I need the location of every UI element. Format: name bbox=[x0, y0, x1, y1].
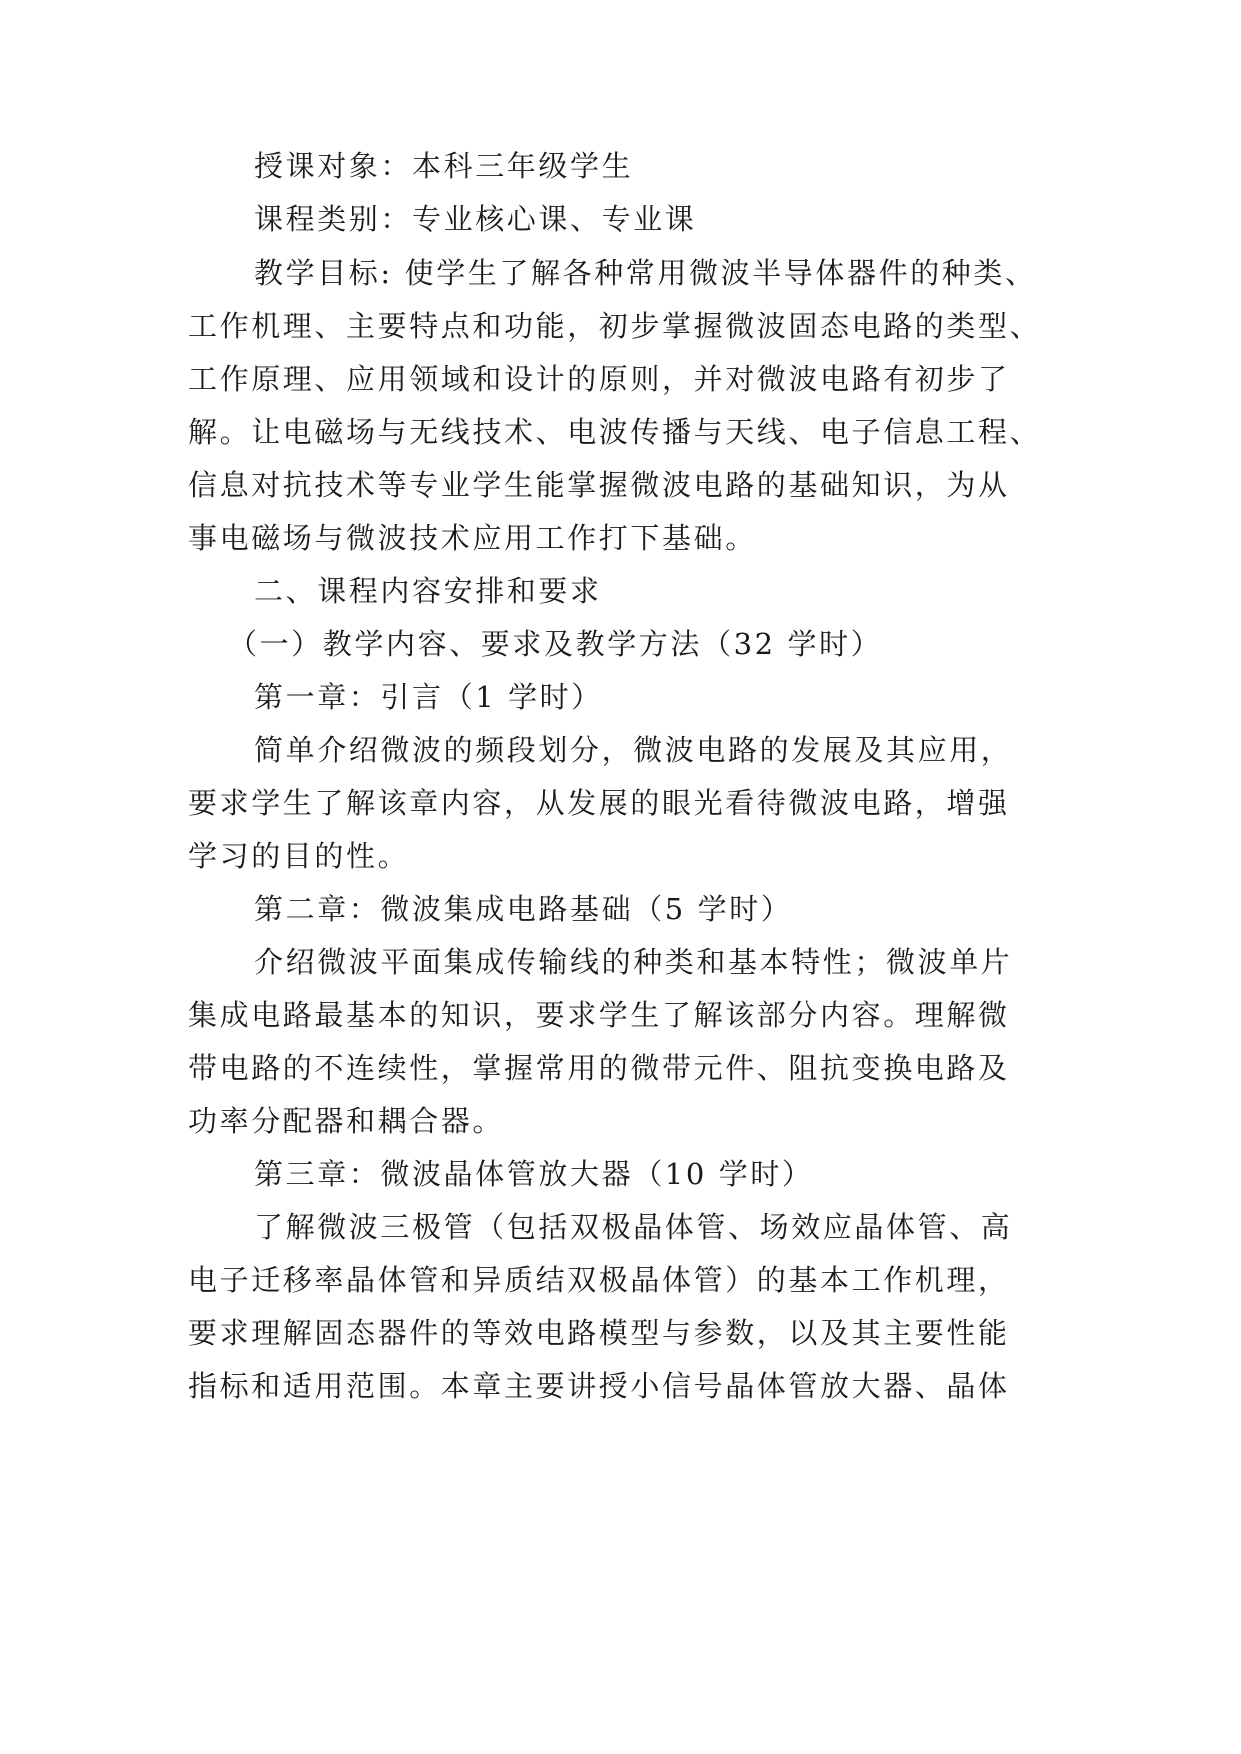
section-heading: 二、课程内容安排和要求 bbox=[254, 574, 602, 608]
paragraph-line: 解。让电磁场与无线技术、电波传播与天线、电子信息工程、 bbox=[188, 415, 1042, 449]
course-audience-line: 授课对象：本科三年级学生 bbox=[254, 149, 634, 183]
paragraph-line: 要求理解固态器件的等效电路模型与参数，以及其主要性能 bbox=[188, 1316, 1010, 1350]
paragraph-line: 工作原理、应用领域和设计的原则，并对微波电路有初步了 bbox=[188, 362, 1010, 396]
paragraph-line: 了解微波三极管（包括双极晶体管、场效应晶体管、高 bbox=[254, 1210, 1013, 1244]
subsection-heading: （一）教学内容、要求及教学方法（32 学时） bbox=[228, 627, 883, 661]
teaching-goal-line: 教学目标: 使学生了解各种常用微波半导体器件的种类、 bbox=[254, 256, 1037, 290]
chapter-1-heading: 第一章：引言（1 学时） bbox=[254, 680, 603, 714]
paragraph-line: 信息对抗技术等专业学生能掌握微波电路的基础知识，为从 bbox=[188, 468, 1010, 502]
paragraph-line: 指标和适用范围。本章主要讲授小信号晶体管放大器、晶体 bbox=[188, 1369, 1010, 1403]
paragraph-line: 要求学生了解该章内容，从发展的眼光看待微波电路，增强 bbox=[188, 786, 1010, 820]
paragraph-line: 电子迁移率晶体管和异质结双极晶体管）的基本工作机理， bbox=[188, 1263, 1010, 1297]
paragraph-line: 带电路的不连续性，掌握常用的微带元件、阻抗变换电路及 bbox=[188, 1051, 1010, 1085]
chapter-3-heading: 第三章：微波晶体管放大器（10 学时） bbox=[254, 1157, 814, 1191]
paragraph-line: 学习的目的性。 bbox=[188, 839, 410, 873]
paragraph-line: 介绍微波平面集成传输线的种类和基本特性；微波单片 bbox=[254, 945, 1013, 979]
paragraph-line: 事电磁场与微波技术应用工作打下基础。 bbox=[188, 521, 757, 555]
chapter-2-heading: 第二章：微波集成电路基础（5 学时） bbox=[254, 892, 793, 926]
course-category-line: 课程类别：专业核心课、专业课 bbox=[254, 202, 697, 236]
paragraph-line: 集成电路最基本的知识，要求学生了解该部分内容。理解微 bbox=[188, 998, 1010, 1032]
paragraph-line: 简单介绍微波的频段划分，微波电路的发展及其应用， bbox=[254, 733, 1013, 767]
paragraph-line: 工作机理、主要特点和功能，初步掌握微波固态电路的类型、 bbox=[188, 309, 1042, 343]
paragraph-line: 功率分配器和耦合器。 bbox=[188, 1104, 505, 1138]
